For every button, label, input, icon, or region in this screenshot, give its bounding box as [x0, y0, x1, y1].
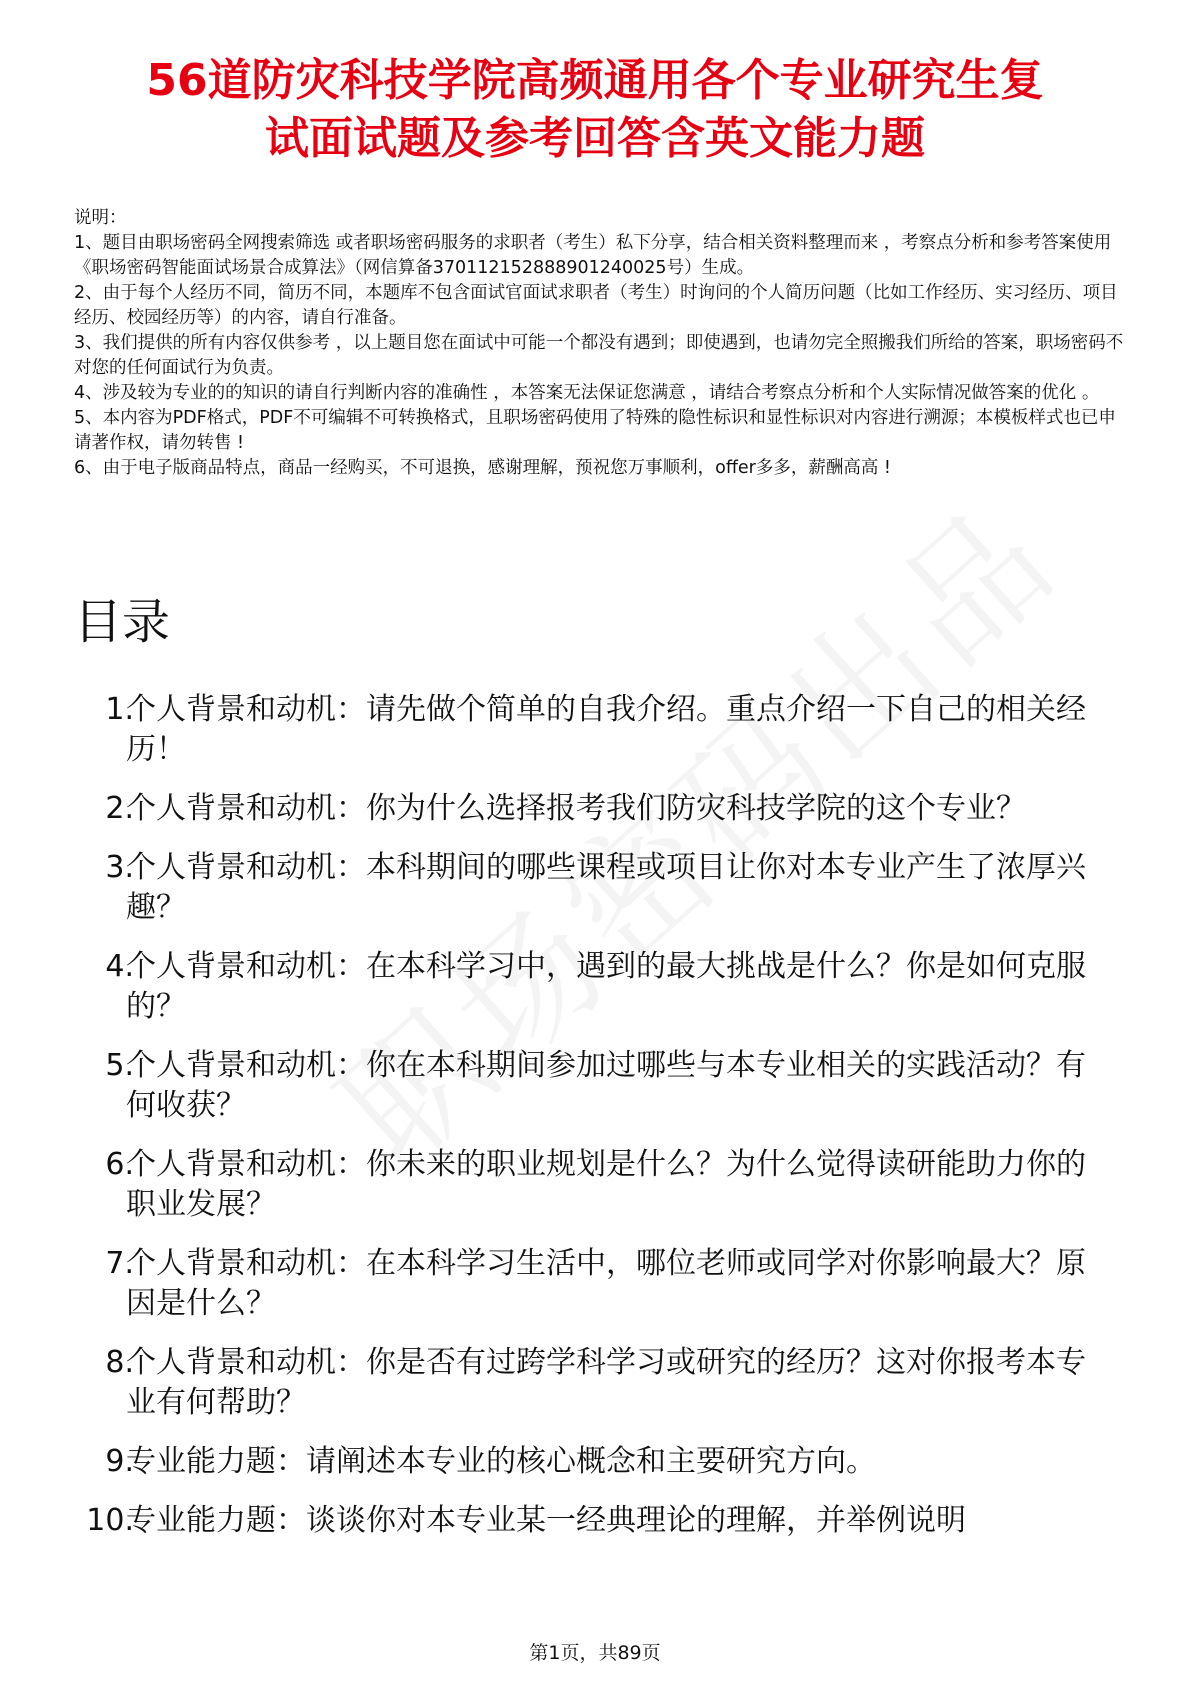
toc-item-text: 个人背景和动机：你未来的职业规划是什么？为什么觉得读研能助力你的职业发展？ [126, 1147, 1086, 1222]
toc-item-text: 专业能力题：谈谈你对本专业某一经典理论的理解，并举例说明 [126, 1503, 966, 1538]
toc-item-number: 10. [86, 1503, 134, 1538]
toc-item-number: 5. [105, 1048, 134, 1083]
toc-item-number: 3. [105, 850, 134, 885]
toc-item-number: 1. [105, 692, 134, 727]
document-title-line-1: 56道防灾科技学院高频通用各个专业研究生复 [146, 55, 1044, 106]
toc-item-number: 8. [105, 1345, 134, 1380]
toc-item-text: 个人背景和动机：在本科学习生活中，哪位老师或同学对你影响最大？原因是什么？ [126, 1246, 1086, 1321]
toc-item-number: 7. [105, 1246, 134, 1281]
toc-item-text: 专业能力题：请阐述本专业的核心概念和主要研究方向。 [126, 1444, 876, 1479]
note-item-6: 6、由于电子版商品特点，商品一经购买，不可退换，感谢理解，预祝您万事顺利，offer多多，薪酬高高 ! [74, 458, 891, 478]
page-footer: 第1页，共89页 [529, 1642, 661, 1664]
toc-item-text: 个人背景和动机：本科期间的哪些课程或项目让你对本专业产生了浓厚兴趣？ [126, 850, 1086, 925]
toc-item-text: 个人背景和动机：你是否有过跨学科学习或研究的经历？这对你报考本专业有何帮助？ [126, 1345, 1086, 1420]
note-item-3: 3、我们提供的所有内容仅供参考 ，以上题目您在面试中可能一个都没有遇到；即使遇到，也请勿完全照搬我们所给的答案，职场密码不对您的任何面试行为负责。 [74, 333, 1124, 378]
toc-item-text: 个人背景和动机：你为什么选择报考我们防灾科技学院的这个专业？ [126, 791, 1026, 826]
toc-item-text: 个人背景和动机：你在本科期间参加过哪些与本专业相关的实践活动？有何收获？ [126, 1048, 1086, 1123]
toc-item-number: 6. [105, 1147, 134, 1182]
toc-item[interactable] [0, 1046, 1190, 1126]
toc-item-number: 2. [105, 791, 134, 826]
document-title-line-2: 试面试题及参考回答含英文能力题 [265, 113, 925, 164]
toc-item[interactable] [0, 1442, 1190, 1482]
toc-item-text: 个人背景和动机：请先做个简单的自我介绍。重点介绍一下自己的相关经历！ [126, 692, 1086, 767]
document-title [60, 52, 1130, 168]
toc-item[interactable] [0, 1343, 1190, 1423]
toc-item[interactable] [0, 1244, 1190, 1324]
note-item-1: 1、题目由职场密码全网搜索筛选 或者职场密码服务的求职者（考生）私下分享，结合相关资料整理而来 ，考察点分析和参考答案使用《职场密码智能面试场景合成算法》（网信算备370112152888901240025号）生成。 [74, 233, 1112, 278]
toc-item-number: 4. [105, 949, 134, 984]
toc-item[interactable] [0, 789, 1190, 829]
note-item-5: 5、本内容为PDF格式，PDF不可编辑不可转换格式，且职场密码使用了特殊的隐性标识和显性标识对内容进行溯源；本模板样式也已申请著作权，请勿转售 ! [74, 408, 1116, 453]
toc-item[interactable] [0, 1145, 1190, 1225]
toc-item[interactable] [0, 848, 1190, 928]
note-item-2: 2、由于每个人经历不同，简历不同，本题库不包含面试官面试求职者（考生）时询问的个人简历问题（比如工作经历、实习经历、项目经历、校园经历等）的内容，请自行准备。 [74, 283, 1118, 328]
toc-item[interactable] [0, 690, 1190, 770]
toc-list [0, 690, 1190, 1560]
toc-item-number: 9. [105, 1444, 134, 1479]
toc-heading: 目录 [74, 594, 171, 650]
notes-section [74, 206, 1124, 481]
toc-item-text: 个人背景和动机：在本科学习中，遇到的最大挑战是什么？你是如何克服的？ [126, 949, 1086, 1024]
note-item-4: 4、涉及较为专业的的知识的请自行判断内容的准确性 ，本答案无法保证您满意 ，请结合考察点分析和个人实际情况做答案的优化 。 [74, 383, 1100, 403]
toc-item[interactable] [0, 947, 1190, 1027]
notes-heading: 说明： [74, 208, 127, 228]
toc-item[interactable] [0, 1501, 1190, 1541]
